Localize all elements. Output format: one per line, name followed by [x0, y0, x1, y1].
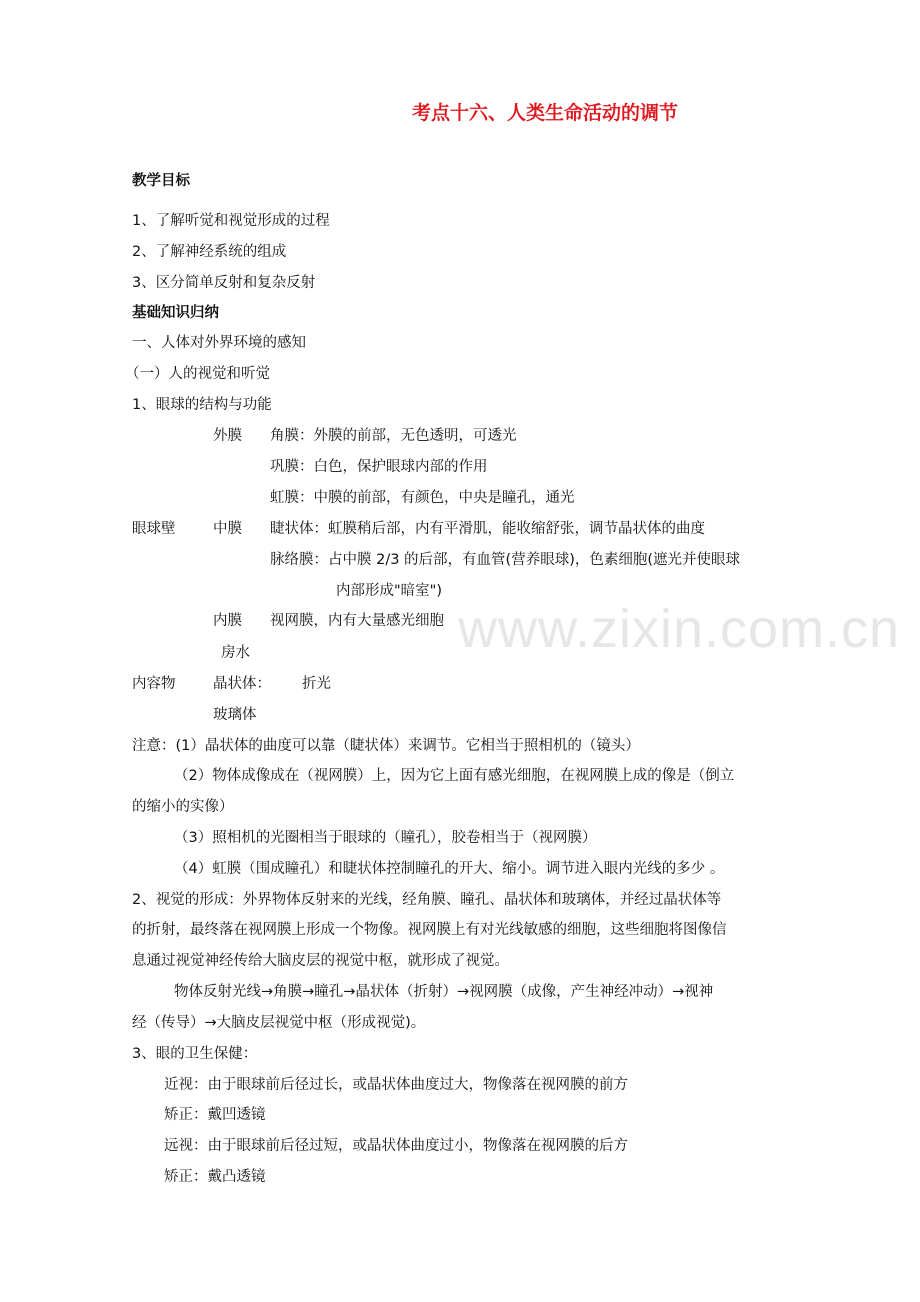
hyperopia-correction: 矫正：戴凸透镜: [164, 1169, 266, 1185]
watermark-text: www.zixin.com.cn: [458, 599, 901, 659]
lens-function: 折光: [302, 676, 331, 692]
goal-item: 1、了解听觉和视觉形成的过程: [132, 213, 330, 229]
lens-label: 晶状体：: [213, 676, 271, 692]
note-1: 注意：(1）晶状体的曲度可以靠（睫状体）来调节。它相当于照相机的（镜头）: [132, 738, 640, 754]
iris-line: 虹膜：中膜的前部，有颜色，中央是瞳孔，通光: [270, 490, 575, 506]
section-heading: 一、人体对外界环境的感知: [132, 335, 306, 351]
myopia-line: 近视：由于眼球前后径过长，或晶状体曲度过大，物像落在视网膜的前方: [164, 1077, 628, 1093]
eyeball-wall-label: 眼球壁: [132, 521, 176, 537]
vision-paragraph-line: 的折射，最终落在视网膜上形成一个物像。视网膜上有对光线敏感的细胞，这些细胞将图像信: [132, 922, 727, 938]
sclera-line: 巩膜：白色，保护眼球内部的作用: [270, 459, 488, 475]
item-heading: 1、眼球的结构与功能: [132, 397, 272, 413]
note-2-cont: 的缩小的实像）: [132, 799, 234, 815]
middle-membrane-label: 中膜: [213, 521, 242, 537]
cornea-line: 角膜：外膜的前部，无色透明，可透光: [270, 428, 517, 444]
vitreous-label: 玻璃体: [213, 707, 257, 723]
vision-flow: 物体反射光线→角膜→瞳孔→晶状体（折射）→视网膜（成像，产生神经冲动）→视神: [174, 984, 714, 1000]
note-2: （2）物体成像成在（视网膜）上，因为它上面有感光细胞，在视网膜上成的像是（倒立: [174, 768, 735, 784]
choroid-line: 脉络膜：占中膜 2/3 的后部，有血管(营养眼球)，色素细胞(遮光并使眼球: [270, 552, 741, 568]
contents-label: 内容物: [132, 676, 176, 692]
ciliary-line: 睫状体：虹膜稍后部，内有平滑肌，能收缩舒张，调节晶状体的曲度: [270, 521, 705, 537]
vision-paragraph-line: 息通过视觉神经传给大脑皮层的视觉中枢，就形成了视觉。: [132, 953, 509, 969]
inner-membrane-label: 内膜: [213, 613, 242, 629]
hygiene-heading: 3、眼的卫生保健：: [132, 1046, 258, 1062]
myopia-correction: 矫正：戴凹透镜: [164, 1107, 266, 1123]
aqueous-label: 房水: [221, 645, 250, 661]
hyperopia-line: 远视：由于眼球前后径过短，或晶状体曲度过小，物像落在视网膜的后方: [164, 1138, 628, 1154]
choroid-line-cont: 内部形成"暗室"): [336, 583, 442, 599]
goals-heading: 教学目标: [132, 173, 190, 189]
subsection-heading: （一）人的视觉和听觉: [125, 366, 270, 382]
note-3: （3）照相机的光圈相当于眼球的（瞳孔），胶卷相当于（视网膜）: [174, 830, 597, 846]
goal-item: 3、区分简单反射和复杂反射: [132, 275, 316, 291]
outer-membrane-label: 外膜: [213, 428, 242, 444]
retina-line: 视网膜，内有大量感光细胞: [270, 613, 444, 629]
vision-flow-cont: 经（传导）→大脑皮层视觉中枢（形成视觉)。: [132, 1015, 426, 1031]
basics-heading: 基础知识归纳: [132, 305, 219, 321]
page-title: 考点十六、人类生命活动的调节: [412, 102, 679, 124]
note-4: （4）虹膜（围成瞳孔）和睫状体控制瞳孔的开大、缩小。调节进入眼内光线的多少 。: [174, 861, 725, 877]
goal-item: 2、了解神经系统的组成: [132, 244, 287, 260]
vision-paragraph: 2、视觉的形成：外界物体反射来的光线，经角膜、瞳孔、晶状体和玻璃体，并经过晶状体等: [132, 892, 722, 908]
